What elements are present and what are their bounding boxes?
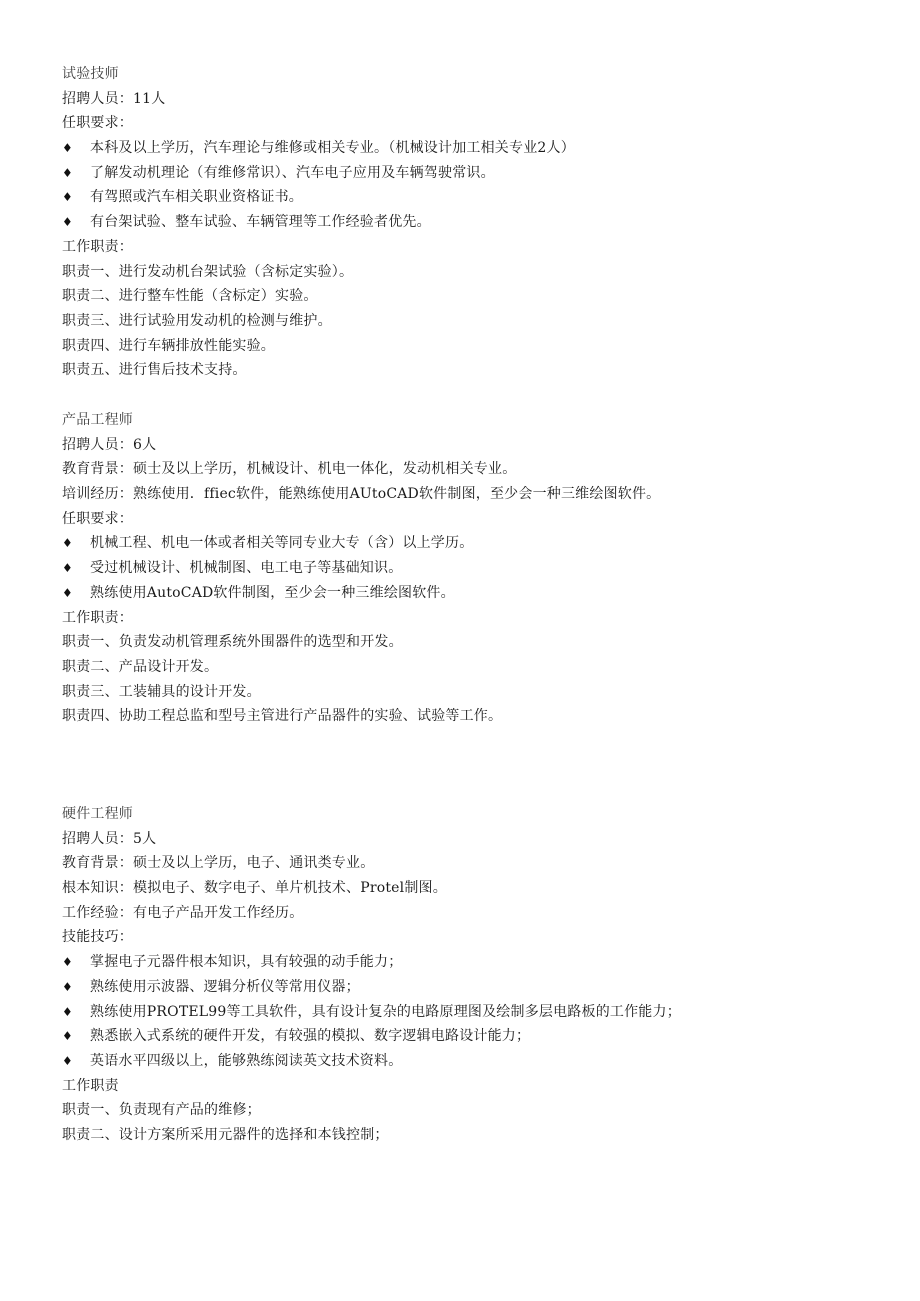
bullet-text: 熟悉嵌入式系统的硬件开发，有较强的模拟、数字逻辑电路设计能力； bbox=[90, 1028, 531, 1045]
text-line: 招聘人员：6人 bbox=[62, 436, 157, 453]
text-line: 职责二、进行整车性能（含标定）实验。 bbox=[62, 288, 318, 305]
text-line: 任职要求： bbox=[62, 115, 133, 132]
text-line: 职责三、工装辅具的设计开发。 bbox=[62, 683, 261, 700]
section-title: 硬件工程师 bbox=[62, 806, 133, 822]
bullet-item bbox=[62, 581, 882, 606]
diamond-bullet-icon: ♦ bbox=[62, 561, 73, 576]
text-line: 工作职责 bbox=[62, 1077, 119, 1094]
bullet-text: 受过机械设计、机械制图、电工电子等基础知识。 bbox=[90, 560, 403, 577]
diamond-bullet-icon: ♦ bbox=[62, 585, 73, 600]
text-line: 职责四、进行车辆排放性能实验。 bbox=[62, 337, 275, 354]
bullet-item bbox=[62, 1000, 882, 1025]
bullet-item bbox=[62, 975, 882, 1000]
section-title: 产品工程师 bbox=[62, 412, 133, 428]
section-title: 试验技师 bbox=[62, 66, 119, 82]
diamond-bullet-icon: ♦ bbox=[62, 215, 73, 230]
diamond-bullet-icon: ♦ bbox=[62, 979, 73, 994]
bullet-text: 熟练使用示波器、逻辑分析仪等常用仪器； bbox=[90, 978, 360, 995]
bullet-text: 英语水平四级以上，能够熟练阅读英文技术资料。 bbox=[90, 1052, 403, 1069]
bullet-item bbox=[62, 161, 882, 186]
bullet-item bbox=[62, 950, 882, 975]
bullet-text: 了解发动机理论（有维修常识）、汽车电子应用及车辆驾驶常识。 bbox=[90, 164, 495, 181]
diamond-bullet-icon: ♦ bbox=[62, 955, 73, 970]
text-line: 招聘人员：5人 bbox=[62, 830, 157, 847]
bullet-text: 熟练使用AutoCAD软件制图，至少会一种三维绘图软件。 bbox=[90, 584, 455, 601]
text-line: 职责一、负责现有产品的维修； bbox=[62, 1102, 261, 1119]
bullet-item bbox=[62, 210, 882, 235]
diamond-bullet-icon: ♦ bbox=[62, 190, 73, 205]
text-line: 职责四、协助工程总监和型号主管进行产品器件的实验、试验等工作。 bbox=[62, 708, 503, 725]
section-product-engineer bbox=[62, 408, 882, 729]
bullet-text: 掌握电子元器件根本知识，具有较强的动手能力； bbox=[90, 954, 403, 971]
diamond-bullet-icon: ♦ bbox=[62, 165, 73, 180]
bullet-text: 有台架试验、整车试验、车辆管理等工作经验者优先。 bbox=[90, 214, 431, 231]
diamond-bullet-icon: ♦ bbox=[62, 536, 73, 551]
text-line: 教育背景：硕士及以上学历，机械设计、机电一体化，发动机相关专业。 bbox=[62, 461, 517, 478]
text-line: 职责一、负责发动机管理系统外围器件的选型和开发。 bbox=[62, 634, 403, 651]
text-line: 职责二、设计方案所采用元器件的选择和本钱控制； bbox=[62, 1126, 389, 1143]
text-line: 培训经历：熟练使用．ffiec软件，能熟练使用AUtoCAD软件制图，至少会一种三维绘图软件。 bbox=[62, 486, 661, 503]
section-test-technician bbox=[62, 62, 882, 383]
diamond-bullet-icon: ♦ bbox=[62, 1004, 73, 1019]
bullet-item bbox=[62, 136, 882, 161]
text-line: 职责二、产品设计开发。 bbox=[62, 658, 219, 675]
text-line: 根本知识：模拟电子、数字电子、单片机技术、Protel制图。 bbox=[62, 880, 447, 897]
text-line: 职责三、进行试验用发动机的检测与维护。 bbox=[62, 312, 332, 329]
diamond-bullet-icon: ♦ bbox=[62, 1053, 73, 1068]
text-line: 任职要求： bbox=[62, 510, 133, 527]
text-line: 职责五、进行售后技术支持。 bbox=[62, 362, 247, 379]
bullet-item bbox=[62, 1024, 882, 1049]
bullet-item bbox=[62, 185, 882, 210]
bullet-text: 本科及以上学历，汽车理论与维修或相关专业。（机械设计加工相关专业2人） bbox=[90, 140, 575, 157]
text-line: 教育背景：硕士及以上学历，电子、通讯类专业。 bbox=[62, 855, 375, 872]
section-hardware-engineer bbox=[62, 802, 882, 1148]
bullet-text: 有驾照或汽车相关职业资格证书。 bbox=[90, 189, 303, 206]
bullet-text: 机械工程、机电一体或者相关等同专业大专（含）以上学历。 bbox=[90, 535, 474, 552]
bullet-item bbox=[62, 531, 882, 556]
text-line: 技能技巧： bbox=[62, 929, 133, 946]
text-line: 工作经验：有电子产品开发工作经历。 bbox=[62, 904, 304, 921]
bullet-text: 熟练使用PROTEL99等工具软件，具有设计复杂的电路原理图及绘制多层电路板的工作能力； bbox=[90, 1003, 681, 1020]
diamond-bullet-icon: ♦ bbox=[62, 1029, 73, 1044]
text-line: 工作职责： bbox=[62, 609, 133, 626]
diamond-bullet-icon: ♦ bbox=[62, 141, 73, 156]
text-line: 工作职责： bbox=[62, 238, 133, 255]
bullet-item bbox=[62, 1049, 882, 1074]
text-line: 招聘人员：11人 bbox=[62, 90, 166, 107]
bullet-item bbox=[62, 556, 882, 581]
text-line: 职责一、进行发动机台架试验（含标定实验）。 bbox=[62, 263, 354, 280]
